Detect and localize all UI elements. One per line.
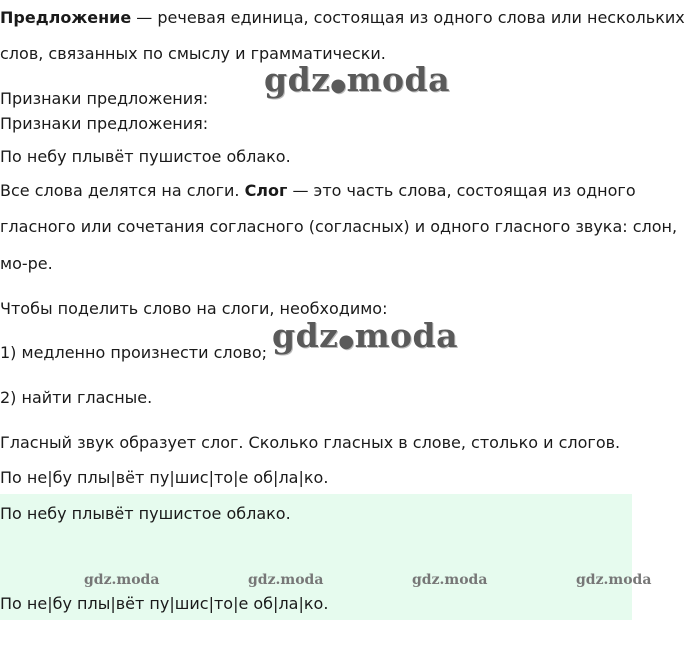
term-syllable: Слог	[244, 181, 288, 200]
rule-summary: Гласный звук образует слог. Сколько гласных в слове, столько и слогов.	[0, 433, 621, 452]
rule-step-1: 1) медленно произнести слово;	[0, 343, 267, 362]
term-sentence: Предложение	[0, 8, 132, 27]
definition-text: — речевая единица, состоящая из одного слова или нескольких	[131, 8, 685, 27]
syllable-definition-line-1	[0, 181, 636, 201]
rule-step-2: 2) найти гласные.	[0, 388, 153, 407]
syllable-definition-line-2: гласного или сочетания согласного (согласных) и одного гласного звука: слон,	[0, 217, 678, 236]
watermark-small-3: gdz.moda	[412, 572, 488, 588]
clipped-text: Признаки предложения:	[0, 114, 209, 133]
answer-sentence: По небу плывёт пушистое облако.	[0, 504, 291, 523]
clipped-text-line	[0, 114, 209, 133]
watermark-small-2: gdz.moda	[248, 572, 324, 588]
definition-line-1	[0, 8, 685, 28]
syllable-definition-line-3: мо-ре.	[0, 254, 53, 273]
syllable-definition: — это часть слова, состоящая из одного	[287, 181, 636, 200]
answer-syllables: По не|бу плы|вёт пу|шис|то|е об|ла|ко.	[0, 594, 329, 613]
watermark-small-4: gdz.moda	[576, 572, 652, 588]
example-sentence: По небу плывёт пушистое облако.	[0, 147, 291, 166]
watermark-logo: gdz●moda	[264, 60, 450, 99]
syllable-example: По не|бу плы|вёт пу|шис|то|е об|ла|ко.	[0, 468, 329, 487]
signs-label: Признаки предложения:	[0, 89, 209, 108]
rule-intro: Чтобы поделить слово на слоги, необходимо:	[0, 299, 388, 318]
definition-line-2: слов, связанных по смыслу и грамматически.	[0, 44, 386, 63]
watermark-small-1: gdz.moda	[84, 572, 160, 588]
syllable-intro: Все слова делятся на слоги.	[0, 181, 245, 200]
watermark-logo-2: gdz●moda	[272, 316, 458, 355]
